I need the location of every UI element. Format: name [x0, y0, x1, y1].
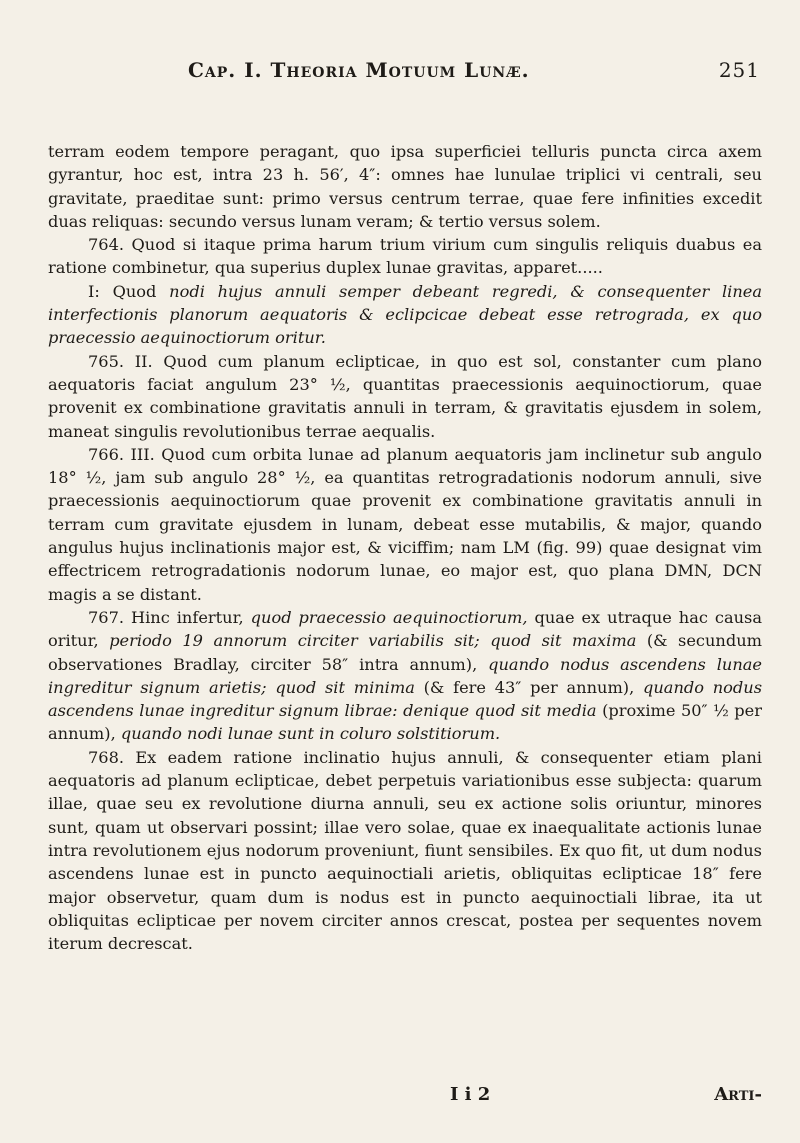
page-number: 251 [718, 58, 760, 82]
p767-part-g: (& fere 43″ per annum), [423, 677, 635, 697]
body-text [48, 140, 762, 955]
paragraph-767 [48, 606, 762, 746]
paragraph-intro: terram eodem tempore peragant, quo ipsa superficiei telluris puncta circa axem gyrantur, hoc est, intra 23 h. 56′, 4″: omnes hae lunulae triplici vi centrali, seu gravitate, praeditae sunt: primo versus centrum terrae, quae fere infinities excedit duas reliquas: secundo versus lunam veram; & tertio versus solem. [48, 142, 762, 231]
signature-mark: I i 2 [450, 1084, 491, 1105]
paragraph-764-i [48, 280, 762, 350]
page-footer [48, 1084, 762, 1110]
item-i-label: I: Quod [88, 281, 157, 301]
item-i-text: nodi hujus annuli semper debeant regredi, & consequenter linea interfectionis planorum aequatoris & eclipcicae debeat esse retrograda, ex quo praecessio aequinoctiorum oritur. [48, 281, 762, 348]
running-title: Cap. I. Theoria Motuum Lunæ. [188, 58, 530, 82]
p767-part-j: quando nodi lunae sunt in coluro solstitiorum. [120, 724, 501, 744]
p767-part-b: quod praecessio aequinoctiorum, [250, 607, 528, 627]
p767-part-d: periodo 19 annorum circiter variabilis sit; quod sit maxima [109, 631, 637, 651]
paragraph-766: 766. III. Quod cum orbita lunae ad planum aequatoris jam inclinetur sub angulo 18° ½, jam sub angulo 28° ½, ea quantitas retrogradationis nodorum annuli, sive praecessionis aequinoctiorum quae provenit ex combinatione gravitatis annuli in terram cum gravitate ejusdem in lunam, debeat esse mutabilis, & major, quando angulus hujus inclinationis major est, & viciffim; nam LM (fig. 99) quae designat vim effectricem retrogradationis nodorum lunae, eo major est, quo plana DMN, DCN magis a se distant. [48, 444, 762, 604]
p767-part-c: quae ex utraque hac causa oritur, [48, 607, 762, 651]
p767-part-i: (proxime 50″ ½ per annum), [48, 701, 762, 744]
running-header [188, 58, 760, 98]
p767-part-h: quando nodus ascendens lunae ingreditur signum librae: denique quod sit media [48, 677, 762, 721]
paragraph-764: 764. Quod si itaque prima harum trium virium cum singulis reliquis duabus ea ratione combinetur, qua superius duplex lunae gravitas, apparet..... [48, 235, 762, 278]
catchword: Arti- [714, 1084, 762, 1105]
p767-part-e: (& secundum observationes Bradlay, circiter 58″ intra annum), [48, 631, 762, 674]
p767-part-a: 767. Hinc infertur, [88, 607, 244, 627]
paragraph-765: 765. II. Quod cum planum eclipticae, in quo est sol, constanter cum plano aequatoris faciat angulum 23° ½, quantitas praecessionis aequinoctiorum, quae provenit ex combinatione gravitatis annuli in terram, & gravitatis ejusdem in solem, maneat singulis revolutionibus terrae aequalis. [48, 351, 762, 441]
paragraph-768: 768. Ex eadem ratione inclinatio hujus annuli, & consequenter etiam plani aequatoris ad planum eclipticae, debet perpetuis variationibus esse subjecta: quarum illae, quae seu ex revolutione diurna annuli, seu ex actione solis oriuntur, minores sunt, quam ut observari possint; illae vero solae, quae ex inaequalitate actionis lunae intra revolutionem ejus nodorum proveniunt, fiunt sensibiles. Ex quo fit, ut dum nodus ascendens lunae est in puncto aequinoctiali arietis, obliquitas eclipticae 18″ fere major observetur, quam dum is nodus est in puncto aequinoctiali librae, ita ut obliquitas eclipticae per novem circiter annos crescat, postea per sequentes novem iterum decrescat. [48, 747, 762, 954]
p767-part-f: quando nodus ascendens lunae ingreditur signum arietis; quod sit minima [48, 654, 762, 697]
